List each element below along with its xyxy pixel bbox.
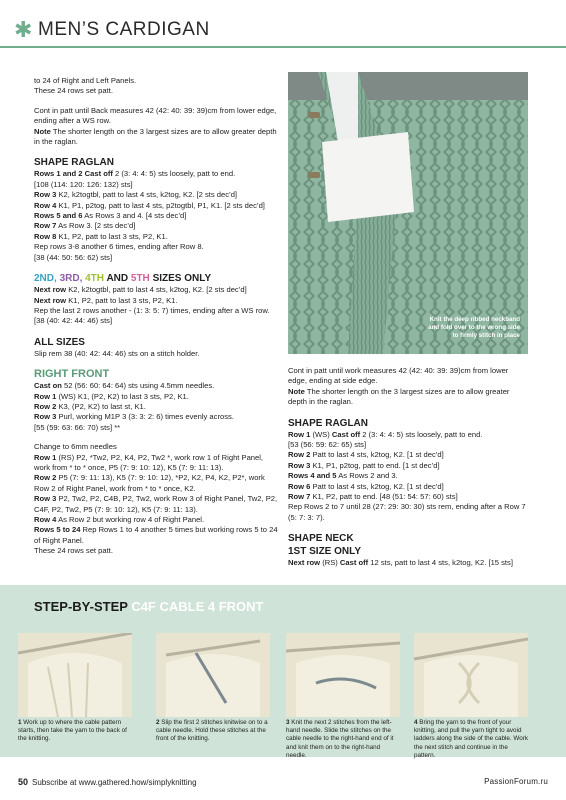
right-column: Cont in patt until work measures 42 (42: 40: 39: 39)cm from lower edge, ending at side edge. Note The shorter length on the 3 largest sizes are to allow greater depth in the raglan. SHAPE RAGLAN Row 1 (WS) Cast off 2 (3: 4: 4: 5) sts loosely, patt to end. [53 (56: 59: 62: 65) sts] Row 2 Patt to last 4 sts, k2tog, K2. [1 st dec’d] Row 3 K1, P1, p2tog, patt to end. [1 st dec’d] Rows 4 and 5 As Rows 2 and 3. Row 6 Patt to last 4 sts, k2tog, K2. [1 st dec’d] Row 7 K1, P2, patt to end. [48 (51: 54: 57: 60) sts] Rep Rows 2 to 7 until 28 (27: 29: 30: 30) sts rem, ending after a Row 7 (5: 7: 3: 7). SHAPE NECK 1ST SIZE ONLY Next row (RS) Cast off 12 sts, patt to last 4 sts, k2tog, K2. [15 sts] bbox=[288, 366, 528, 569]
photo-caption: Knit the deep ribbed neckband and fold over to the wrong side to firmly stitch in place bbox=[428, 316, 520, 339]
section-heading: ALL SIZES bbox=[34, 336, 85, 348]
section-heading: RIGHT FRONT bbox=[34, 368, 110, 381]
step-1: 1 Work up to where the cable pattern starts, then take the yarn to the back of the knitting. bbox=[18, 633, 132, 744]
step-photo bbox=[156, 633, 270, 717]
step-4: 4 Bring the yarn to the front of your knitting, and pull the yarn tight to avoid ladders along the side of the cable. Work the next stitch and continue in the pattern. bbox=[414, 633, 528, 760]
header-rule bbox=[0, 46, 566, 48]
page-title: MEN’S CARDIGAN bbox=[38, 19, 210, 40]
step-by-step-band bbox=[0, 585, 566, 757]
step-2: 2 Slip the first 2 stitches knitwise on to a cable needle. Hold these stitches at the front of the knitting. bbox=[156, 633, 270, 744]
page-footer bbox=[18, 777, 197, 787]
text: These 24 rows set patt. bbox=[34, 86, 113, 96]
page-header bbox=[0, 14, 566, 48]
section-heading: 2ND, 3RD, 4TH AND 5TH SIZES ONLY bbox=[34, 273, 212, 285]
section-heading: SHAPE NECK bbox=[288, 533, 354, 545]
step-3: 3 Knit the next 2 stitches from the left-hand needle. Slide the stitches on the cable needle to the right-hand end of it and knit them on to the right-hand needle. bbox=[286, 633, 400, 760]
text: Cont in patt until Back measures 42 (42: 40: 39: 39)cm from lower edge, ending after a WS row. bbox=[34, 105, 277, 126]
step-photo bbox=[286, 633, 400, 717]
step-by-step-title: STEP-BY-STEP C4F CABLE 4 FRONT bbox=[34, 599, 264, 614]
page-number: 50 bbox=[18, 777, 29, 787]
knit-texture bbox=[288, 72, 528, 354]
step-photo bbox=[18, 633, 132, 717]
left-column: to 24 of Right and Left Panels. These 24 rows set patt. Cont in patt until Back measures 42 (42: 40: 39: 39)cm from lower edge, ending after a WS row. Note The shorter length on the 3 largest sizes are to allow greater depth in the raglan. SHAPE RAGLAN Rows 1 and 2 Cast off 2 (3: 4: 4: 5) sts loosely, patt to end. [108 (114: 120: 126: 132) sts] Row 3 K2, k2togtbl, patt to last 4 sts, k2tog, K2. [2 sts dec’d] Row 4 K1, P1, p2tog, patt to last 4 sts, p2togtbl, P1, K1. [2 sts dec’d] Rows 5 and 6 As Rows 3 and 4. [4 sts dec’d] Row 7 As Row 3. [2 sts dec’d] Row 8 K1, P2, patt to last 3 sts, P2, K1. Rep rows 3-8 another 6 times, ending after Row 8. [38 (44: 50: 56: 62) sts] 2ND, 3RD, 4TH AND 5TH SIZES ONLY Next row K2, k2togtbl, patt to last 4 sts, k2tog, K2. [2 sts dec’d] Next row K1, P2, patt to last 3 sts, P2, K1. Rep the last 2 rows another - (1: 3: 5: 7) times, ending after a WS row. [38 (40: 42: 44: 46) sts] ALL SIZES Slip rem 38 (40: 42: 44: 46) sts on a stitch holder. RIGHT FRONT Cast on 52 (56: 60: 64: 64) sts using 4.5mm needles. Row 1 (WS) K1, (P2, K2) to last 3 sts, P2, K1. Row 2 K3, (P2, K2) to last st, K1. Row 3 Purl, working M1P 3 (3: 3: 2: 6) times evenly across. [55 (59: 63: 66: 70) sts] ** Change to 6mm needles Row 1 (RS) P2, *Tw2, P2, K4, P2, Tw2 *, work row 1 of Right Panel, work from * to * once, P5 (7: 9: 10: 12), K5 (7: 9: 11: 13). Row 2 P5 (7: 9: 11: 13), K5 (7: 9: 10: 12), *P2, K2, P4, K2, P2*, work Row 2 of Right Panel, work from * to * once, K2. Row 3 P2, Tw2, P2, C4B, P2, Tw2, work Row 3 of Right Panel, Tw2, P2, C4F, P2, Tw2, P5 (7: 9: 10: 12), K5 (7: 9: 11: 13). Row 4 As Row 2 but working row 4 of Right Panel. Rows 5 to 24 Rep Rows 1 to 4 another 5 times but working rows 5 to 24 of Right Panel. These 24 rows set patt. bbox=[34, 76, 278, 556]
subscribe-text: Subscribe at www.gathered.how/simplyknitting bbox=[32, 778, 197, 787]
section-heading: SHAPE RAGLAN bbox=[288, 417, 369, 429]
watermark: PassionForum.ru bbox=[484, 777, 548, 786]
note: Note The shorter length on the 3 largest sizes are to allow greater depth in the raglan. bbox=[34, 126, 277, 147]
section-heading: SHAPE RAGLAN bbox=[34, 157, 115, 169]
cardigan-photo bbox=[288, 72, 528, 354]
flower-icon: ✱ bbox=[14, 17, 33, 42]
text: to 24 of Right and Left Panels. bbox=[34, 76, 137, 85]
step-photo bbox=[414, 633, 528, 717]
section-subheading: 1ST SIZE ONLY bbox=[288, 546, 361, 558]
